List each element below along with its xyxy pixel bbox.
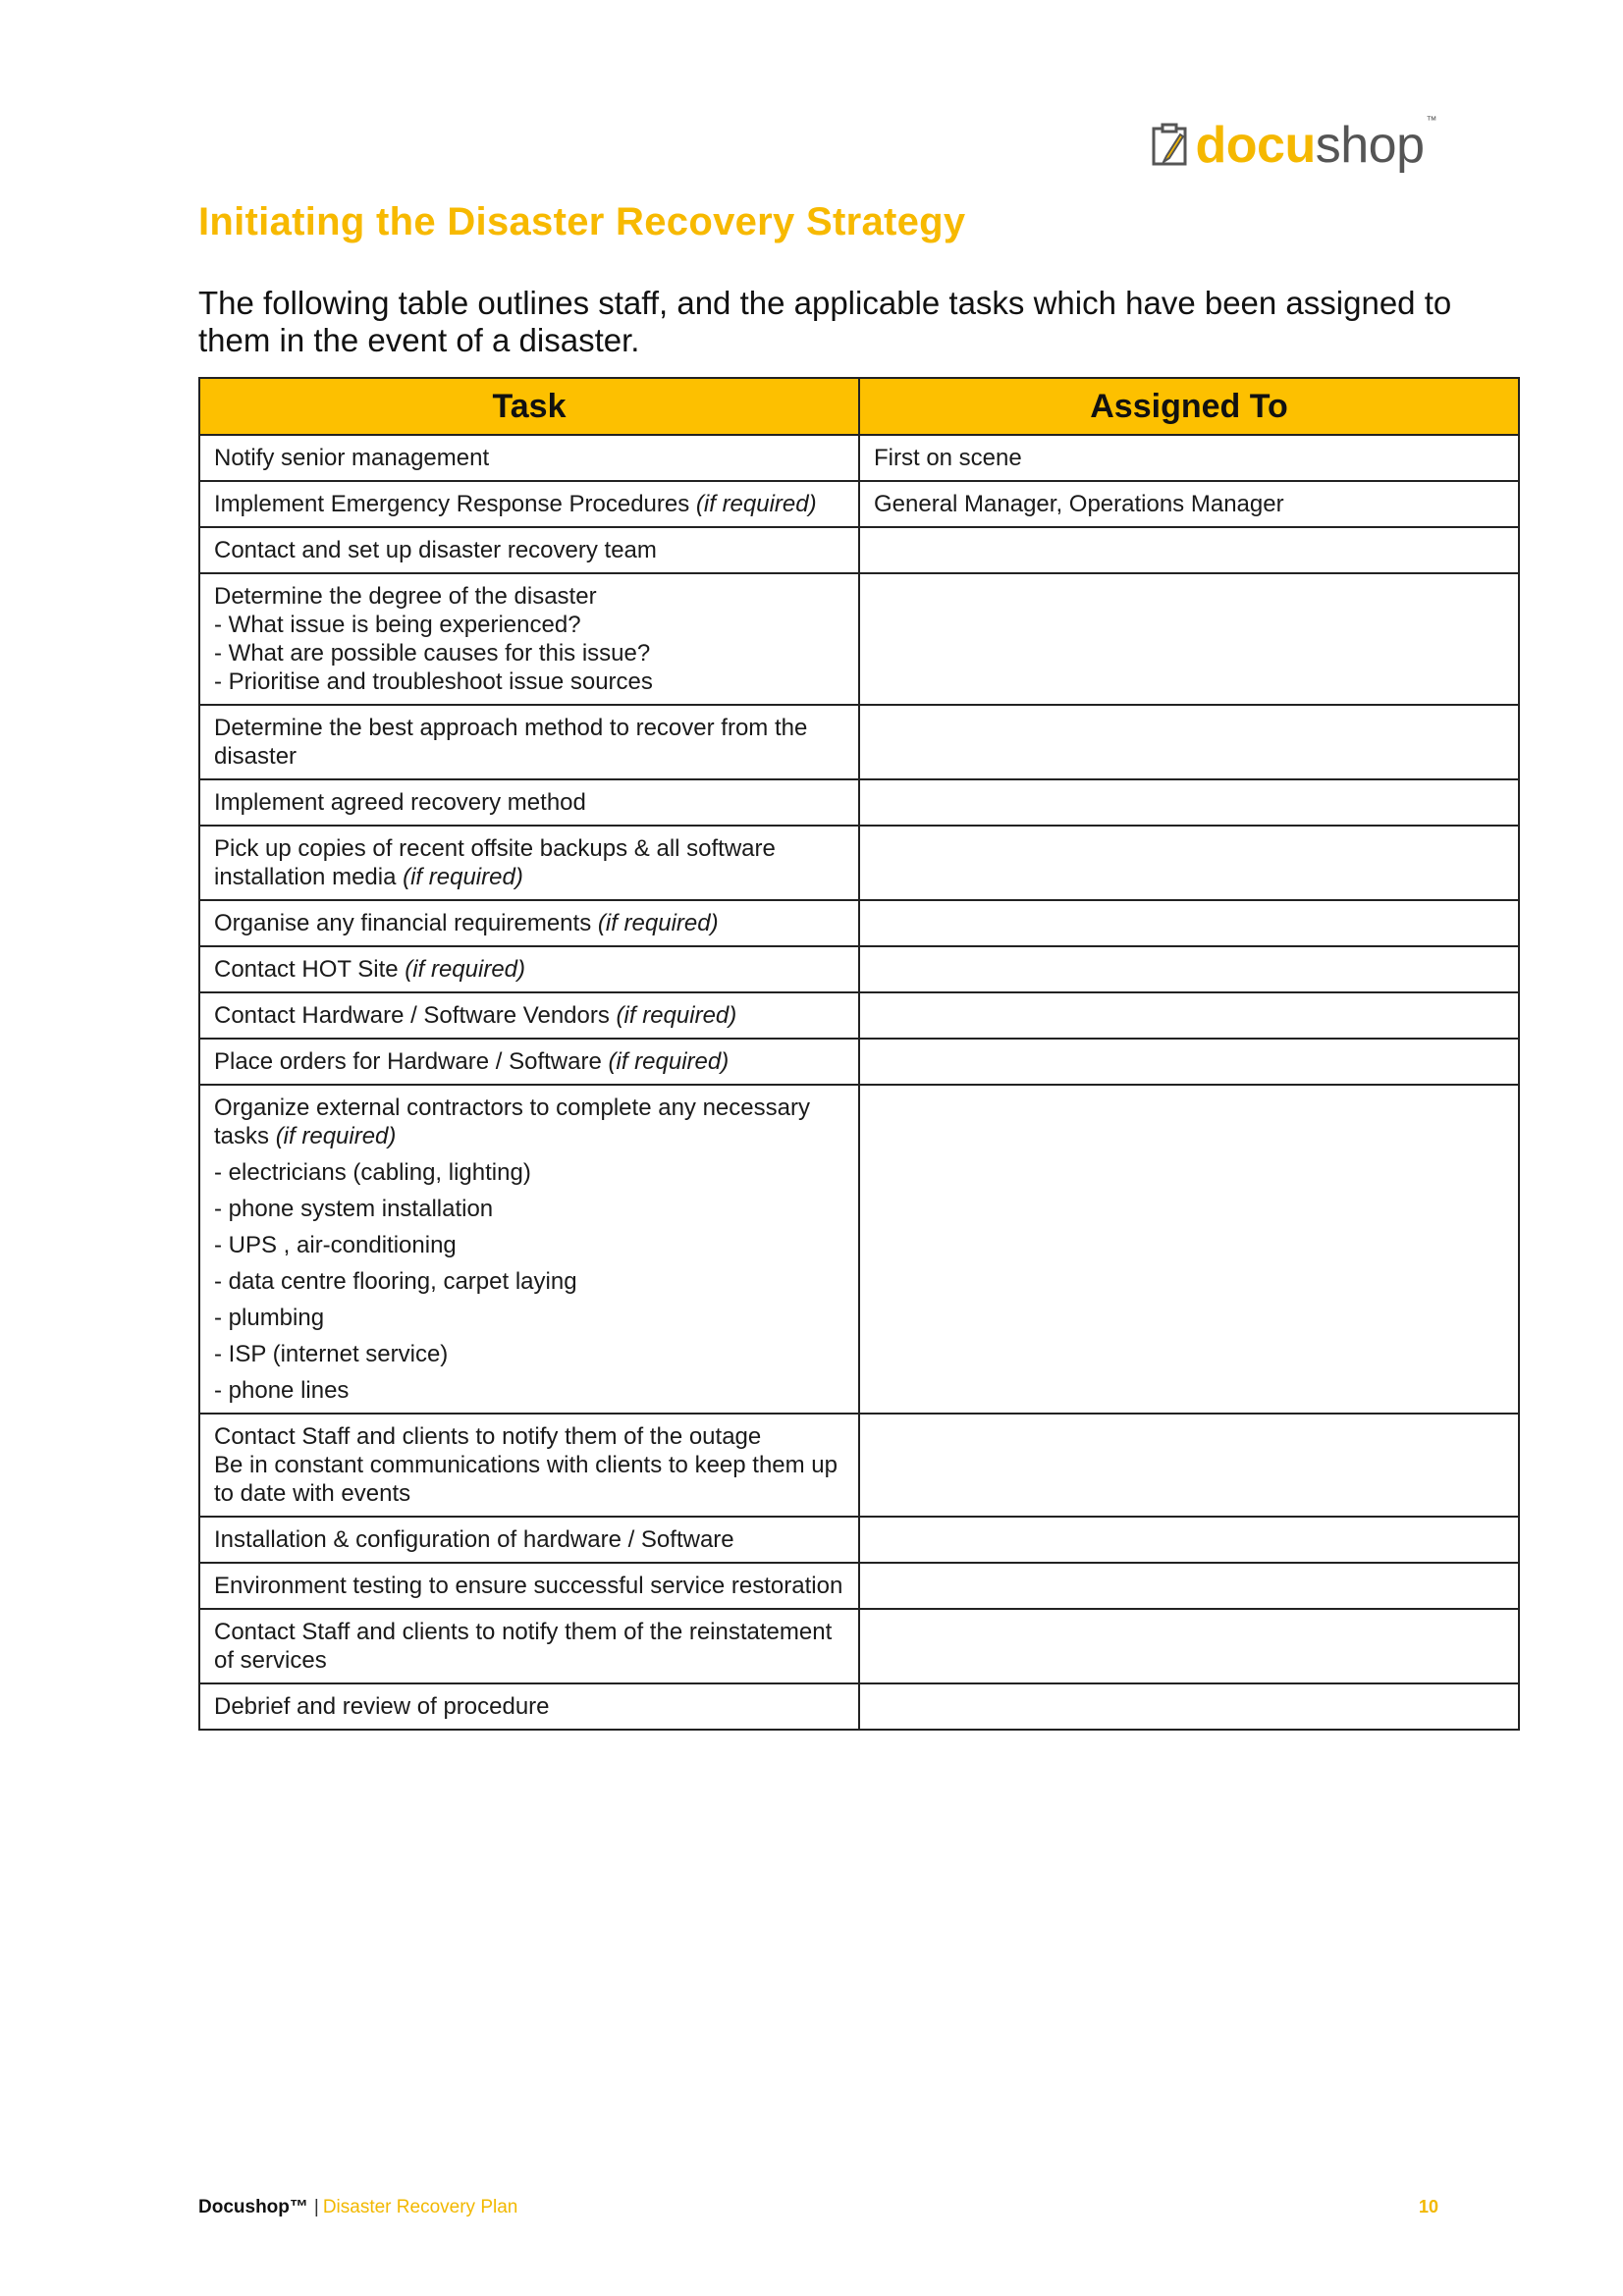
table-row (199, 481, 1519, 527)
table-header-row (199, 378, 1519, 435)
task-line (214, 582, 844, 611)
table-row (199, 1414, 1519, 1517)
task-text: Contact and set up disaster recovery team (214, 537, 657, 563)
table-row (199, 573, 1519, 705)
task-text: Environment testing to ensure successful service restoration (214, 1573, 843, 1599)
table-row (199, 1609, 1519, 1683)
assigned-to-cell (859, 1414, 1519, 1517)
table-row (199, 705, 1519, 779)
task-line (214, 1231, 844, 1259)
task-cell (199, 1085, 859, 1414)
task-line (214, 1158, 844, 1187)
task-cell (199, 826, 859, 900)
task-text: Contact HOT Site (214, 956, 406, 983)
assigned-to-cell (859, 900, 1519, 946)
docushop-logo (1151, 116, 1436, 175)
task-cell (199, 435, 859, 481)
task-line (214, 1047, 844, 1076)
task-line (214, 909, 844, 937)
task-note: (if required) (597, 910, 719, 936)
task-cell (199, 705, 859, 779)
logo-text-shop: shop (1315, 117, 1425, 174)
task-text: - What are possible causes for this issue? (214, 640, 651, 667)
task-line (214, 1304, 844, 1332)
task-text: Place orders for Hardware / Software (214, 1048, 609, 1075)
table-row (199, 435, 1519, 481)
assigned-to-cell (859, 1085, 1519, 1414)
task-cell (199, 1683, 859, 1730)
task-line (214, 834, 844, 891)
table-body (199, 435, 1519, 1730)
assigned-to-cell (859, 527, 1519, 573)
task-cell (199, 779, 859, 826)
assigned-to-cell (859, 1517, 1519, 1563)
task-note: (if required) (695, 491, 817, 517)
table-row (199, 1563, 1519, 1609)
table-row (199, 1517, 1519, 1563)
logo-wordmark (1195, 115, 1436, 174)
task-text: - electricians (cabling, lighting) (214, 1159, 531, 1186)
task-text: Notify senior management (214, 445, 490, 471)
task-text: - Prioritise and troubleshoot issue sources (214, 668, 653, 695)
task-text: Contact Hardware / Software Vendors (214, 1002, 617, 1029)
assigned-to-cell (859, 826, 1519, 900)
task-text: Contact Staff and clients to notify them of the reinstatement of services (214, 1619, 833, 1674)
task-cell (199, 1609, 859, 1683)
clipboard-pencil-icon (1151, 123, 1190, 168)
task-assignment-table (198, 377, 1520, 1731)
intro-paragraph: The following table outlines staff, and the applicable tasks which have been assigned to them in the event of a disaster. (198, 285, 1452, 358)
task-cell (199, 900, 859, 946)
header-assigned-to: Assigned To (859, 378, 1519, 435)
table-row (199, 527, 1519, 573)
assigned-to-cell (859, 573, 1519, 705)
task-line (214, 1692, 844, 1721)
assigned-to-cell: First on scene (859, 435, 1519, 481)
task-text: Organise any financial requirements (214, 910, 598, 936)
task-text: - phone lines (214, 1377, 350, 1404)
task-line (214, 1340, 844, 1368)
task-text: Implement Emergency Response Procedures (214, 491, 696, 517)
task-line (214, 1525, 844, 1554)
table-row (199, 779, 1519, 826)
task-line (214, 1422, 844, 1451)
task-line (214, 536, 844, 564)
logo-text-docu: docu (1195, 117, 1316, 174)
task-text: - plumbing (214, 1305, 325, 1331)
table-row (199, 1039, 1519, 1085)
task-text: - data centre flooring, carpet laying (214, 1268, 577, 1295)
task-note: (if required) (608, 1048, 730, 1075)
task-cell (199, 573, 859, 705)
table-row (199, 900, 1519, 946)
task-line (214, 788, 844, 817)
task-cell (199, 1039, 859, 1085)
assigned-to-cell (859, 705, 1519, 779)
task-line (214, 714, 844, 771)
task-note: (if required) (616, 1002, 737, 1029)
header-task: Task (199, 378, 859, 435)
task-cell (199, 1517, 859, 1563)
page-title: Initiating the Disaster Recovery Strategy (198, 200, 966, 243)
assigned-to-cell (859, 1563, 1519, 1609)
task-line (214, 955, 844, 984)
footer (198, 2197, 517, 2218)
assigned-to-cell: General Manager, Operations Manager (859, 481, 1519, 527)
task-text: Pick up copies of recent offsite backups & all software installation media (214, 835, 776, 890)
task-line (214, 1094, 844, 1150)
table-row (199, 1085, 1519, 1414)
task-line (214, 1572, 844, 1600)
task-line (214, 1451, 844, 1508)
task-line (214, 667, 844, 696)
assigned-to-cell (859, 779, 1519, 826)
task-text: Determine the degree of the disaster (214, 583, 597, 610)
task-line (214, 1618, 844, 1675)
logo-trademark: ™ (1426, 115, 1436, 127)
assigned-to-cell (859, 1683, 1519, 1730)
task-text: - phone system installation (214, 1196, 494, 1222)
assigned-to-cell (859, 1039, 1519, 1085)
task-line (214, 490, 844, 518)
task-line (214, 1001, 844, 1030)
task-text: - What issue is being experienced? (214, 612, 581, 638)
footer-separator: | (313, 2197, 319, 2217)
table-row (199, 992, 1519, 1039)
task-line (214, 611, 844, 639)
task-text: Implement agreed recovery method (214, 789, 586, 816)
task-text: Determine the best approach method to recover from the disaster (214, 715, 808, 770)
table-row (199, 946, 1519, 992)
task-line (214, 1376, 844, 1405)
task-note: (if required) (405, 956, 526, 983)
task-text: Contact Staff and clients to notify them of the outage (214, 1423, 762, 1450)
task-text: - UPS , air-conditioning (214, 1232, 457, 1258)
task-note: (if required) (275, 1123, 397, 1149)
task-note: (if required) (403, 864, 523, 890)
task-line (214, 1195, 844, 1223)
task-line (214, 639, 844, 667)
task-text: Installation & configuration of hardware / Software (214, 1526, 734, 1553)
table-row (199, 1683, 1519, 1730)
task-cell (199, 481, 859, 527)
assigned-to-cell (859, 1609, 1519, 1683)
task-line (214, 444, 844, 472)
footer-brand: Docushop™ (198, 2197, 308, 2217)
assigned-to-cell (859, 992, 1519, 1039)
task-cell (199, 946, 859, 992)
task-text: Organize external contractors to complete any necessary tasks (214, 1095, 810, 1149)
footer-document-title: Disaster Recovery Plan (322, 2197, 518, 2217)
task-text: - ISP (internet service) (214, 1341, 449, 1367)
assigned-to-cell (859, 946, 1519, 992)
task-cell (199, 992, 859, 1039)
task-text: Debrief and review of procedure (214, 1693, 550, 1720)
page-number: 10 (1419, 2197, 1439, 2216)
task-line (214, 1267, 844, 1296)
task-cell (199, 1563, 859, 1609)
task-cell (199, 527, 859, 573)
task-cell (199, 1414, 859, 1517)
task-text: Be in constant communications with clients to keep them up to date with events (214, 1452, 838, 1507)
table-row (199, 826, 1519, 900)
